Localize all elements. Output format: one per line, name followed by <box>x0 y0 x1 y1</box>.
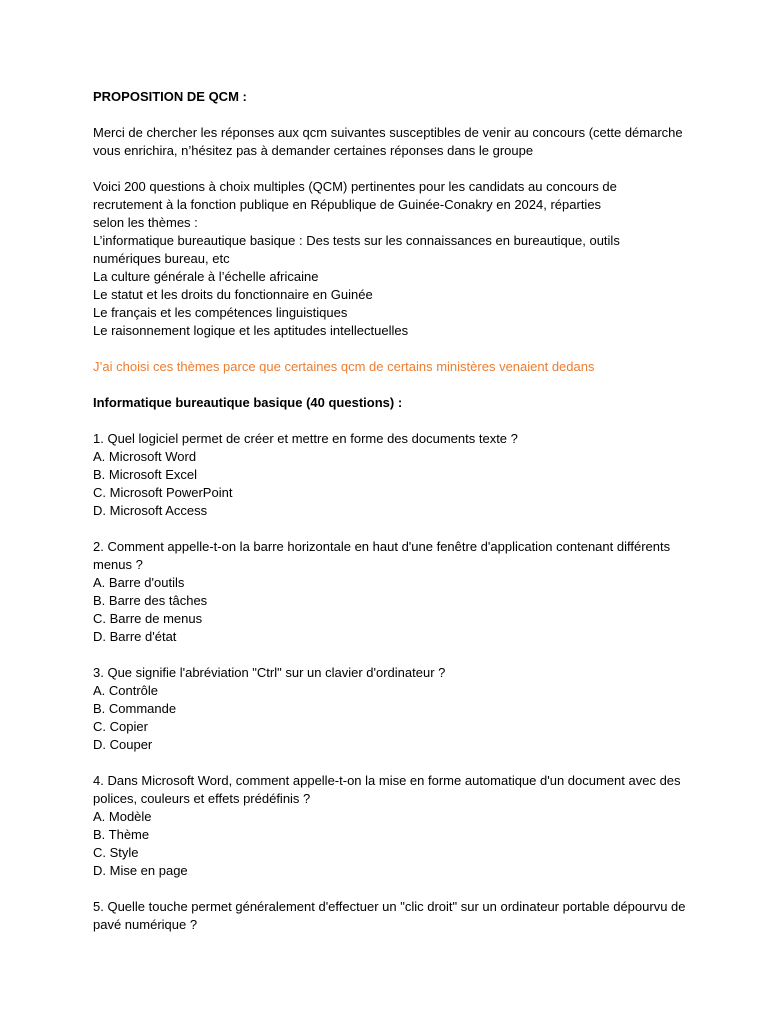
overview-line: selon les thèmes : <box>93 215 198 230</box>
answer-option: C. Microsoft PowerPoint <box>93 485 233 500</box>
answer-option: C. Style <box>93 845 139 860</box>
answer-option: C. Barre de menus <box>93 611 203 626</box>
question-text: 2. Comment appelle-t-on la barre horizontale en haut d'une fenêtre d'application contenant différents menus ? <box>93 539 671 572</box>
answer-option: D. Microsoft Access <box>93 503 208 518</box>
answer-option: D. Mise en page <box>93 863 188 878</box>
question-block <box>93 430 688 520</box>
overview-line: Voici 200 questions à choix multiples (QCM) pertinentes pour les candidats au concours de <box>93 179 617 194</box>
answer-option: B. Commande <box>93 701 177 716</box>
section-title: Informatique bureautique basique (40 questions) : <box>93 395 403 410</box>
question-text: 1. Quel logiciel permet de créer et mettre en forme des documents texte ? <box>93 431 518 446</box>
theme-item: Le français et les compétences linguistiques <box>93 305 348 320</box>
question-block <box>93 898 688 934</box>
answer-option: C. Copier <box>93 719 148 734</box>
answer-option: D. Barre d'état <box>93 629 177 644</box>
theme-item: La culture générale à l’échelle africaine <box>93 269 319 284</box>
answer-option: A. Modèle <box>93 809 152 824</box>
author-note: J’ai choisi ces thèmes parce que certaines qcm de certains ministères venaient dedans <box>93 359 595 374</box>
intro-paragraph: Merci de chercher les réponses aux qcm suivantes susceptibles de venir au concours (cette démarche vous enrichira, n’hésitez pas à demander certaines réponses dans le groupe <box>93 125 683 158</box>
question-text: 3. Que signifie l'abréviation "Ctrl" sur un clavier d'ordinateur ? <box>93 665 446 680</box>
answer-option: B. Thème <box>93 827 150 842</box>
theme-list <box>93 232 688 340</box>
answer-option: A. Microsoft Word <box>93 449 197 464</box>
theme-item: Le raisonnement logique et les aptitudes intellectuelles <box>93 323 409 338</box>
document-title: PROPOSITION DE QCM : <box>93 89 247 104</box>
answer-option: D. Couper <box>93 737 153 752</box>
answer-option: A. Contrôle <box>93 683 159 698</box>
overview-line: recrutement à la fonction publique en République de Guinée-Conakry en 2024, réparties <box>93 197 602 212</box>
answer-option: B. Microsoft Excel <box>93 467 198 482</box>
question-text: 4. Dans Microsoft Word, comment appelle-t-on la mise en forme automatique d'un document avec des polices, couleurs et effets prédéfinis ? <box>93 773 681 806</box>
question-block <box>93 772 688 880</box>
question-text: 5. Quelle touche permet généralement d'effectuer un "clic droit" sur un ordinateur portable dépourvu de pavé numérique ? <box>93 899 686 932</box>
question-block <box>93 538 688 646</box>
overview-paragraph <box>93 178 688 232</box>
theme-item: Le statut et les droits du fonctionnaire en Guinée <box>93 287 373 302</box>
theme-item: L’informatique bureautique basique : Des tests sur les connaissances en bureautique, outils numériques bureau, etc <box>93 233 620 266</box>
question-block <box>93 664 688 754</box>
answer-option: B. Barre des tâches <box>93 593 208 608</box>
answer-option: A. Barre d'outils <box>93 575 185 590</box>
